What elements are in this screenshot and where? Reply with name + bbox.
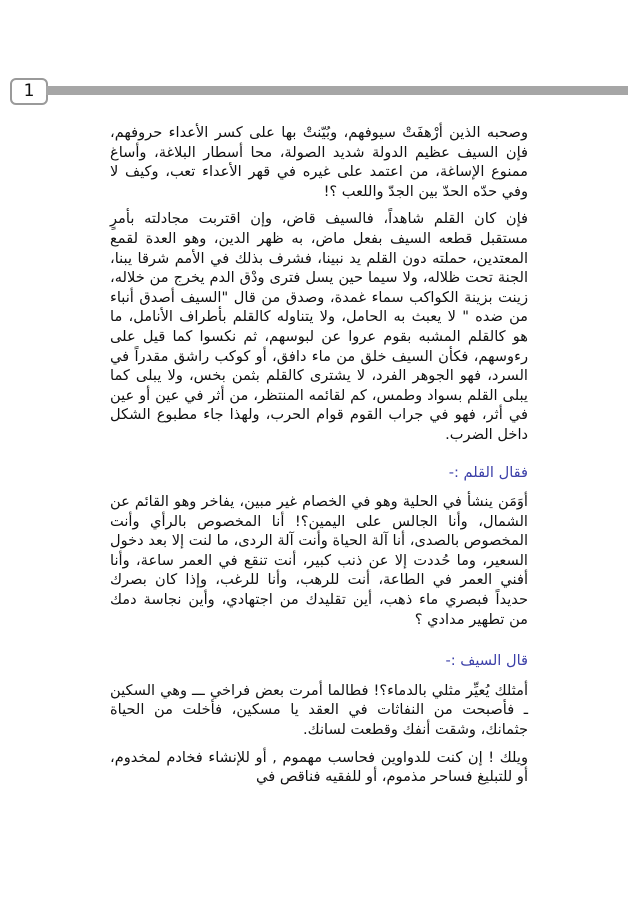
pen-speaker-heading: فقال القلم :- bbox=[448, 463, 528, 481]
article-body bbox=[110, 123, 528, 795]
header-rule bbox=[46, 86, 628, 95]
sword-paragraph-2: ويلك ! إن كنت للدواوين فحاسب مهموم , أو للإنشاء فخادم لمخدوم، أو للتبليغ فساحر مذموم، أو للفقيه فناقص في bbox=[110, 748, 528, 786]
sword-speaker-heading: قال السيف :- bbox=[445, 652, 528, 670]
pen-paragraph: أوَمَن ينشأ في الحلية وهو في الخصام غير مبين، يفاخر وهو القائم عن الشمال، وأنا الجالس على اليمين؟! أنا المخصوص بالرأي وأنت المخصوص بالصدى، أنا آلة الحياة وأنت آلة الردى، ما لنت إلا بعد دخول السعير، وما حُددت إلا عن ذنب كبير، أنت تنقع في العمر ساعة، وأنا أفني العمر في الطاعة، أنت للرهب، وأنا للرغب، وإذا كان بصرك حديداً فبصري ماء ذهب، أين تقليدك من اجتهادي، وأين نجاسة دمك من تطهير مدادي ؟ bbox=[110, 493, 528, 628]
page-number: 1 bbox=[10, 78, 48, 105]
intro-paragraph-1: وصحبه الذين أرْهفَتْ سيوفهم، وبُيّنتْ بها على كسر الأعداء حروفهم، فإن السيف عظيم الدولة شديد الصولة، محا أسطار البلاغة، وأساغ ممنوع الإساغة، من اعتمد على غيره في قهر الأعداء تعب، وكيف لا وفي حدّه الحدّ بين الجدّ واللعب ؟! bbox=[110, 124, 528, 200]
sword-paragraph-1: أمثلك يُعيِّر مثلي بالدماء؟! فطالما أمرت بعض فراخي ـــ وهي السكين ـ فأصبحت من النفاثات في العقد يا مسكين، فأخلت من الحياة جثمانك، وشقت أنفك وقطعت لسانك. bbox=[110, 681, 528, 739]
intro-paragraph-2: فإن كان القلم شاهداً، فالسيف قاض، وإن اقتربت مجادلته بأمرٍ مستقبل قطعه السيف بفعل ماض، به ظهر الدين، وهو العدة لقمع المعتدين، حملته دون القلم يد نبينا، فشرف بذلك في الأمم شرقا يبنا، الجنة تحت ظلاله، ولا سيما حين يسل فترى ودْق الدم يخرج من خلاله، زينت بزينة الكواكب سماء غمدة، وصدق من قال "السيف أصدق أنباء من ضده " لا يعبث به الحامل، ولا يتناوله كالقلم بأطراف الأنامل، ما هو كالقلم المشبه بقوم عروا عن لبوسهم، ثم نكسوا كما قيل على رءوسهم، فكأن السيف خلق من ماء دافق، أو كوكب راشق مقدراً في السرد، فهو الجوهر الفرد، لا يشترى كالقلم بثمن بخس، ولا يبلى كما يبلى القلم بسواد وطمس، كم لقائمه المنتظر، من أثر في عين أو عين في أثر، فهو في جراب القوم قوام الحرب، ولهذا جاء مطبوع الشكل داخل الضرب. bbox=[110, 210, 528, 443]
page-header bbox=[0, 0, 638, 120]
